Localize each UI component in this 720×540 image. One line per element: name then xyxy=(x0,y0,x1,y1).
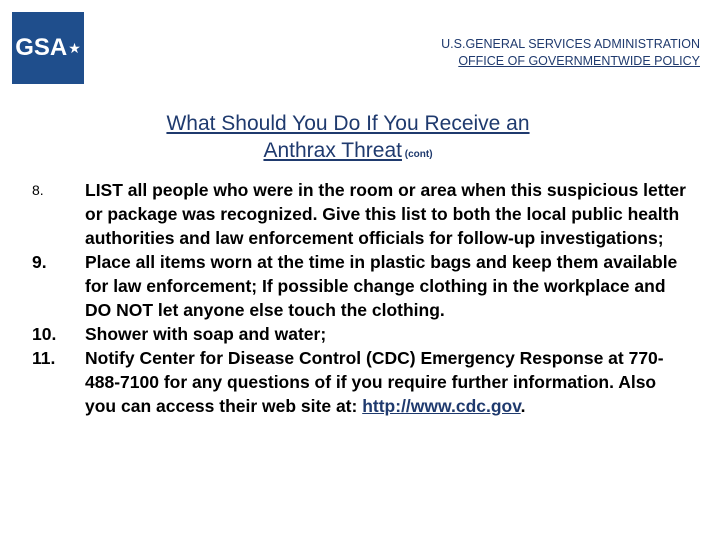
item-text: Shower with soap and water; xyxy=(85,324,327,344)
list-item xyxy=(32,346,692,418)
list-item xyxy=(32,178,692,250)
item-text-wrapper xyxy=(85,346,692,418)
item-end: . xyxy=(520,396,526,416)
office-name: OFFICE OF GOVERNMENTWIDE POLICY xyxy=(458,54,700,68)
title-line-1: What Should You Do If You Receive an xyxy=(166,112,530,135)
item-number: 8. xyxy=(32,182,44,198)
item-number: 11. xyxy=(32,348,56,368)
item-text: Notify Center for Disease Control (CDC) Emergency Response at 770-488-7100 for any questions of if you require further information. Also you can access their web site at: xyxy=(85,348,664,416)
item-number: 10. xyxy=(32,324,57,344)
agency-header xyxy=(441,36,700,70)
item-text: LIST all people who were in the room or area when this suspicious letter or package was recognized. Give this list to both the local public health authorities and law enforcement officials for follow-up investigations; xyxy=(85,180,686,248)
list-item xyxy=(32,250,692,322)
logo-text: GSA xyxy=(15,34,68,61)
list-item xyxy=(32,322,692,346)
instruction-list xyxy=(32,178,692,418)
star-icon: ★ xyxy=(68,39,81,56)
slide-title xyxy=(0,110,696,168)
item-number: 9. xyxy=(32,252,47,272)
cdc-link[interactable]: http://www.cdc.gov xyxy=(362,396,521,416)
gsa-logo xyxy=(12,12,84,84)
item-text: Place all items worn at the time in plastic bags and keep them available for law enforcement; If possible change clothing in the workplace and DO NOT let anyone else touch the clothing. xyxy=(85,252,678,320)
title-line-2: Anthrax Threat xyxy=(263,139,402,162)
agency-name: U.S.GENERAL SERVICES ADMINISTRATION xyxy=(441,37,700,51)
title-cont: (cont) xyxy=(401,149,433,160)
